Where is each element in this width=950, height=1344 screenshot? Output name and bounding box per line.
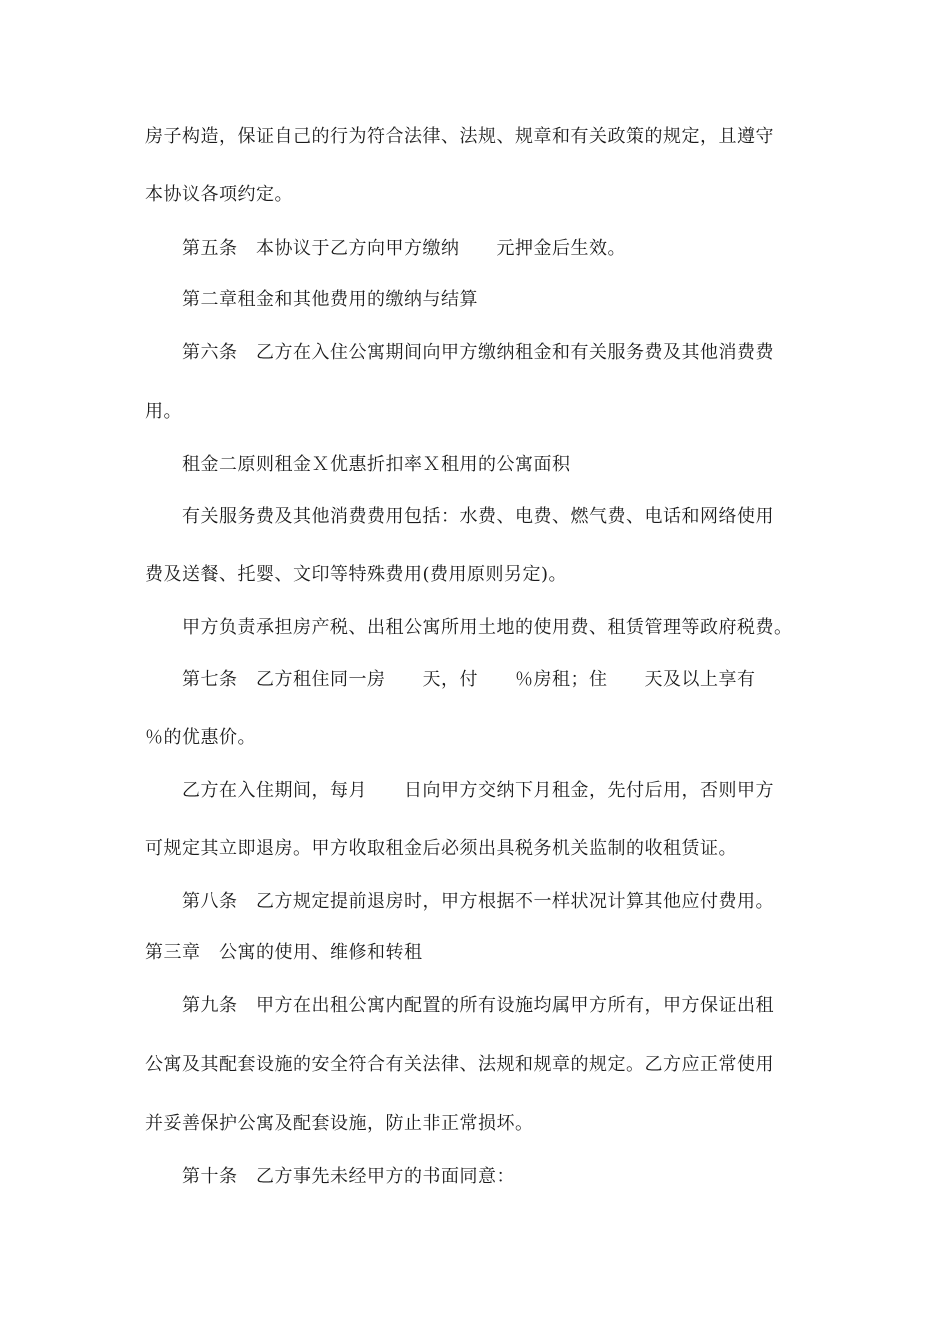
paragraph-line: 房子构造，保证自己的行为符合法律、法规、规章和有关政策的规定，且遵守 [145, 126, 774, 147]
article-6: 第六条 乙方在入住公寓期间向甲方缴纳租金和有关服务费及其他消费费 [182, 342, 774, 363]
article-9: 第九条 甲方在出租公寓内配置的所有设施均属甲方所有，甲方保证出租 [182, 995, 774, 1016]
paragraph-line: 甲方负责承担房产税、出租公寓所用土地的使用费、租赁管理等政府税费。 [182, 617, 793, 638]
paragraph-line: 并妥善保护公寓及配套设施，防止非正常损坏。 [145, 1113, 534, 1134]
paragraph-line: 本协议各项约定。 [145, 184, 293, 205]
paragraph-line: ％的优惠价。 [145, 727, 256, 748]
article-10: 第十条 乙方事先未经甲方的书面同意： [182, 1166, 515, 1187]
chapter-2-heading: 第二章租金和其他费用的缴纳与结算 [182, 289, 478, 310]
article-7: 第七条 乙方租住同一房 天，付 ％房租；住 天及以上享有 [182, 669, 756, 690]
rent-formula: 租金二原则租金Ｘ优惠折扣率Ｘ租用的公寓面积 [182, 454, 571, 475]
paragraph-line: 乙方在入住期间，每月 日向甲方交纳下月租金，先付后用，否则甲方 [182, 780, 774, 801]
article-8: 第八条 乙方规定提前退房时，甲方根据不一样状况计算其他应付费用。 [182, 891, 774, 912]
paragraph-line: 公寓及其配套设施的安全符合有关法律、法规和规章的规定。乙方应正常使用 [145, 1054, 774, 1075]
paragraph-line: 有关服务费及其他消费费用包括：水费、电费、燃气费、电话和网络使用 [182, 506, 774, 527]
article-5: 第五条 本协议于乙方向甲方缴纳 元押金后生效。 [182, 238, 626, 259]
chapter-3-heading: 第三章 公寓的使用、维修和转租 [145, 942, 423, 963]
paragraph-line: 费及送餐、托婴、文印等特殊费用(费用原则另定)。 [145, 564, 568, 585]
paragraph-line: 可规定其立即退房。甲方收取租金后必须出具税务机关监制的收租赁证。 [145, 838, 737, 859]
paragraph-line: 用。 [145, 401, 182, 422]
